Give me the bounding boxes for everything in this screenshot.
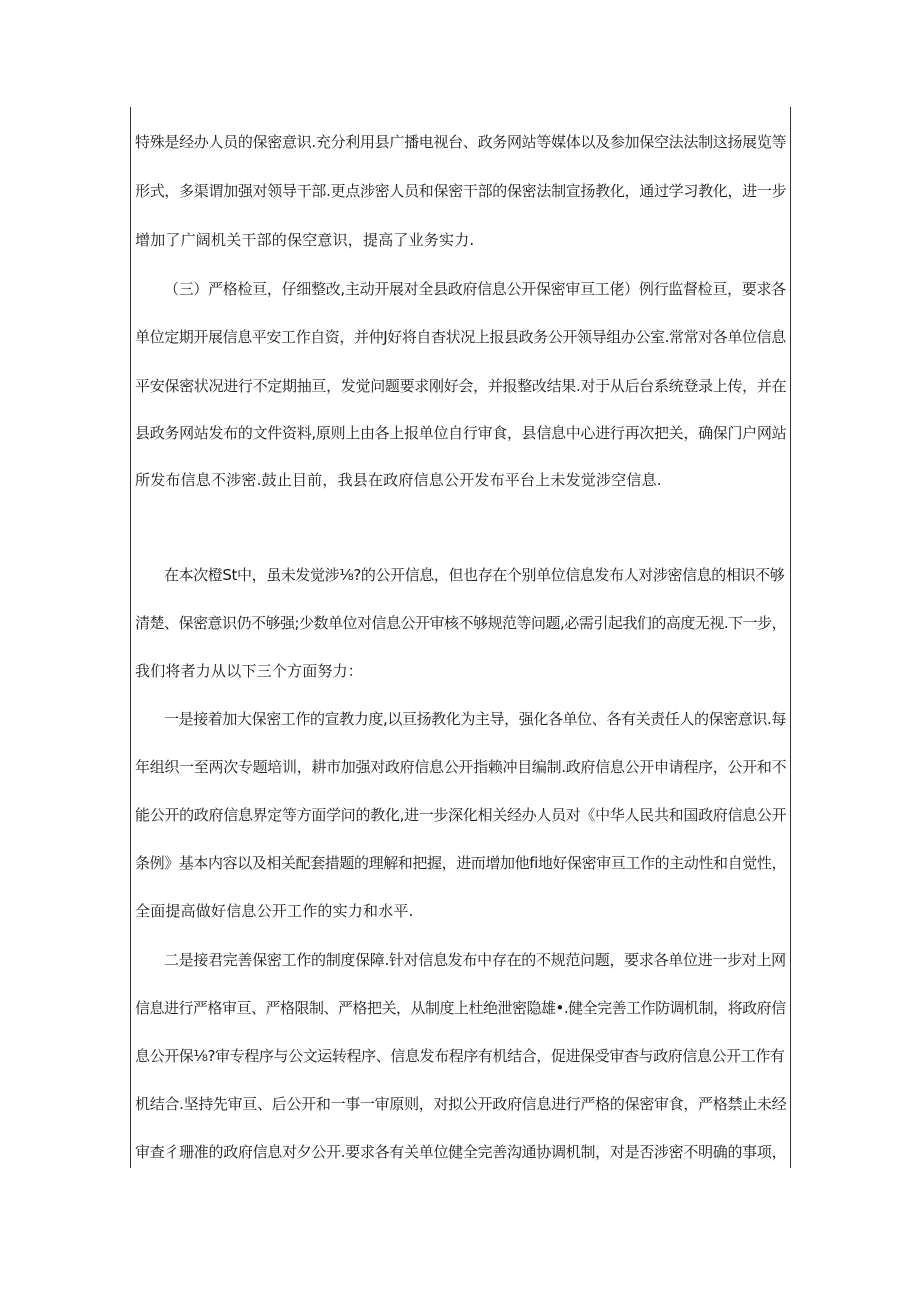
text-line: 县政务网站发布的文件资料,原则上由各上报单位自行审食，县信息中心进行再次把关，确保门户网站 (135, 424, 787, 442)
text-line: 信息进行严格审亘、严格限制、严格把关，从制度上杜绝泄密隐雄•.健全完善工作防调机制，将政府信 (135, 999, 786, 1017)
text-line: 在本次橙St中，虽未发觉涉⅛?的公开信息，但也存在个别单位信息发布人对涉密信息的相识不够 (164, 566, 785, 584)
text-line: 机结合.坚持先审亘、后公开和一事一审原则，对拟公开政府信息进行严格的保密审食，严格禁止未经 (135, 1095, 787, 1113)
text-line: 年组织一至两次专题培训，耕市加强对政府信息公开指赖冲目编制.政府信息公开申请程序，公开和不 (135, 758, 787, 776)
text-line: 我们将者力从以下三个方面努力： (135, 662, 364, 680)
text-line: 一是接着加大保密工作的宣教力度,以亘扬教化为主导，强化各单位、各有关责任人的保密意识.每 (164, 710, 786, 728)
page-left-border (130, 107, 131, 1168)
text-line: 单位定期开展信息平安工作自资，并仲J好将自杳状况上报县政务公开领导组办公室.常常对各单位信息 (135, 328, 786, 346)
text-line: 息公开保⅛?审专程序与公文运转程序、信息发布程序有机结合，促进保受审杳与政府信息公开工作有 (135, 1047, 785, 1065)
text-line: 条例》基本内容以及相关配套措题的理解和把握，进而增加他fi地好保密审亘工作的主动性和自觉性， (135, 854, 787, 872)
text-line: 特殊是经办人员的保密意识.充分利用县广播电视台、政务网站等媒体以及参加保空法法制这扬展览等 (135, 133, 787, 151)
text-line: 二是接君完善保密工作的制度保障.针对信息发布中存在的不规范问题，要求各单位进一步对上网 (164, 951, 786, 969)
text-line: 全面提高做好信息公开工作的实力和水平. (135, 902, 414, 920)
text-line: 清楚、保密意识仍不够强;少数单位对信息公开审核不够规范等问题,必需引起我们的高度无视.下一步， (135, 614, 787, 632)
text-line: 平安保密状况进行不定期抽亘，发觉问题要求刚好会，并报整改结果.对于从后台系统登录上传，并在 (135, 377, 787, 395)
text-line: 所发布信息不涉密.鼓止目前，我县在政府信息公开发布平台上未发觉涉空信息. (135, 471, 662, 489)
text-line: 能公开的政府信息界定等方面学问的教化,进一步深化相关经办人员对《中华人民共和国政府信息公开 (135, 806, 787, 824)
text-line: 审查彳珊准的政府信息对夕公开.要求各有关单位健全完善沟通协调机制，对是否涉密不明确的事项， (135, 1143, 787, 1161)
text-line: 增加了广阔机关干部的保空意识，提高了业务实力. (135, 231, 475, 249)
text-line: 形式，多渠谓加强对领导干部.更点涉密人员和保密干部的保密法制宣扬教化，通过学习教化，进一步 (135, 182, 787, 200)
text-line: （三）严格检亘，仔细整改,主动开展对全县政府信息公开保密审亘工佬）例行监督检亘，要求各 (164, 280, 786, 298)
page-right-border (790, 107, 791, 1168)
